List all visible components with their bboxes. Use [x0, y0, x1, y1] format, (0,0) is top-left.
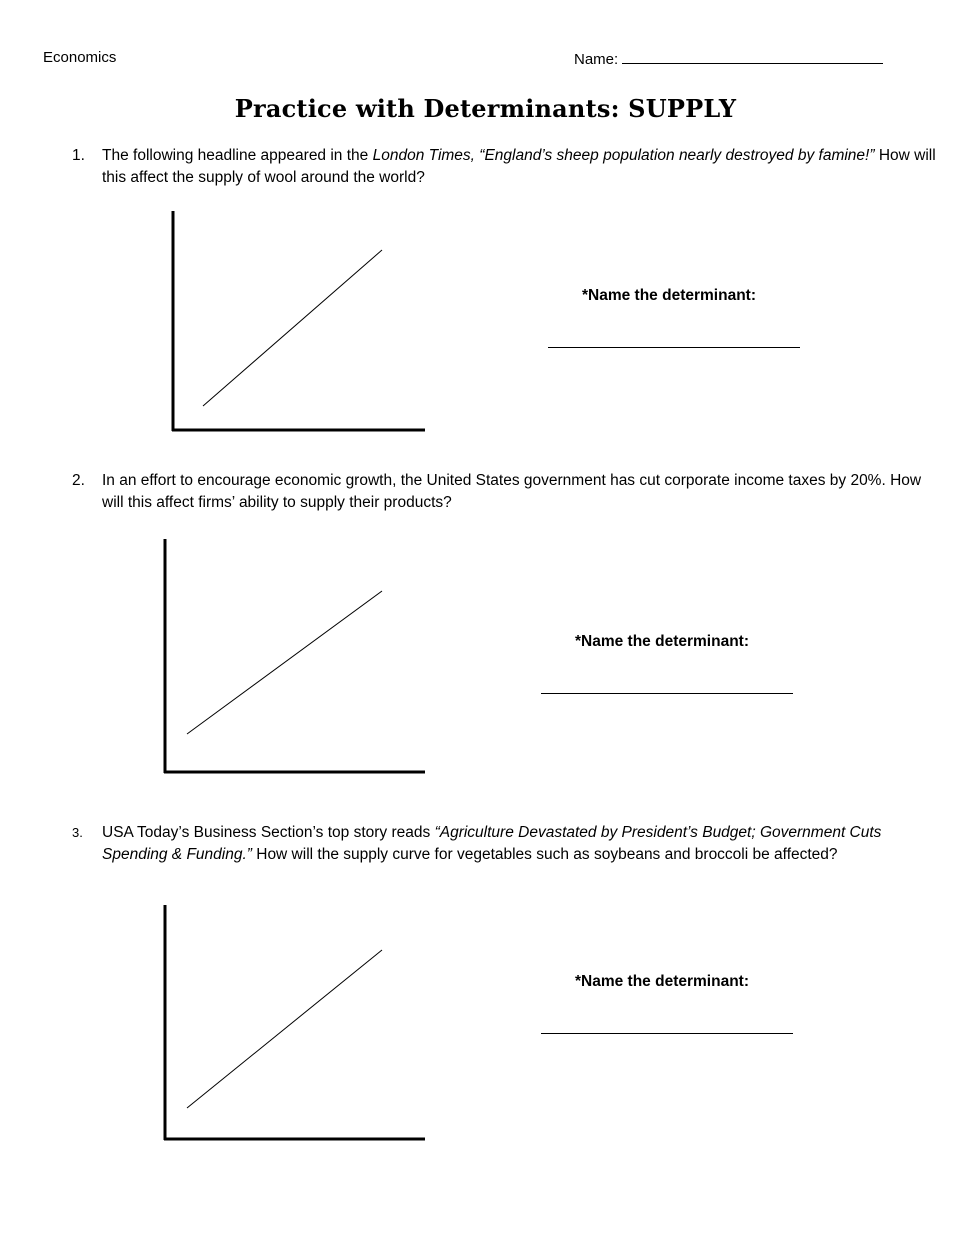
supply-curve	[203, 250, 382, 406]
question-number: 2.	[72, 472, 85, 489]
page-title: Practice with Determinants: SUPPLY	[234, 94, 737, 123]
supply-curve	[187, 591, 382, 734]
determinant-blank[interactable]	[541, 1033, 793, 1034]
determinant-label: *Name the determinant:	[575, 973, 749, 990]
determinant-label: *Name the determinant:	[575, 633, 749, 650]
question-2	[72, 470, 942, 514]
question-number: 1.	[72, 147, 85, 164]
graph-3[interactable]	[164, 905, 425, 1140]
determinant-blank[interactable]	[548, 347, 800, 348]
graph-1[interactable]	[172, 211, 425, 431]
question-text: The following headline appeared in the London Times, “England’s sheep population nearly destroyed by famine!” How will this affect the supply of wool around the world?	[102, 147, 936, 186]
name-label: Name:	[574, 51, 619, 68]
question-number: 3.	[72, 825, 83, 840]
question-text: USA Today’s Business Section’s top story reads “Agriculture Devastated by President’s Budget; Government Cuts Spending & Funding.” How will the supply curve for vegetables such as soybeans and broccoli be affected?	[102, 824, 882, 863]
course-label: Economics	[43, 49, 117, 66]
graph-2[interactable]	[164, 539, 425, 773]
question-3	[72, 822, 942, 866]
supply-curve	[187, 950, 382, 1108]
question-text: In an effort to encourage economic growth, the United States government has cut corporate income taxes by 20%. How will this affect firms’ ability to supply their products?	[102, 472, 922, 511]
determinant-label: *Name the determinant:	[582, 287, 756, 304]
determinant-blank[interactable]	[541, 693, 793, 694]
